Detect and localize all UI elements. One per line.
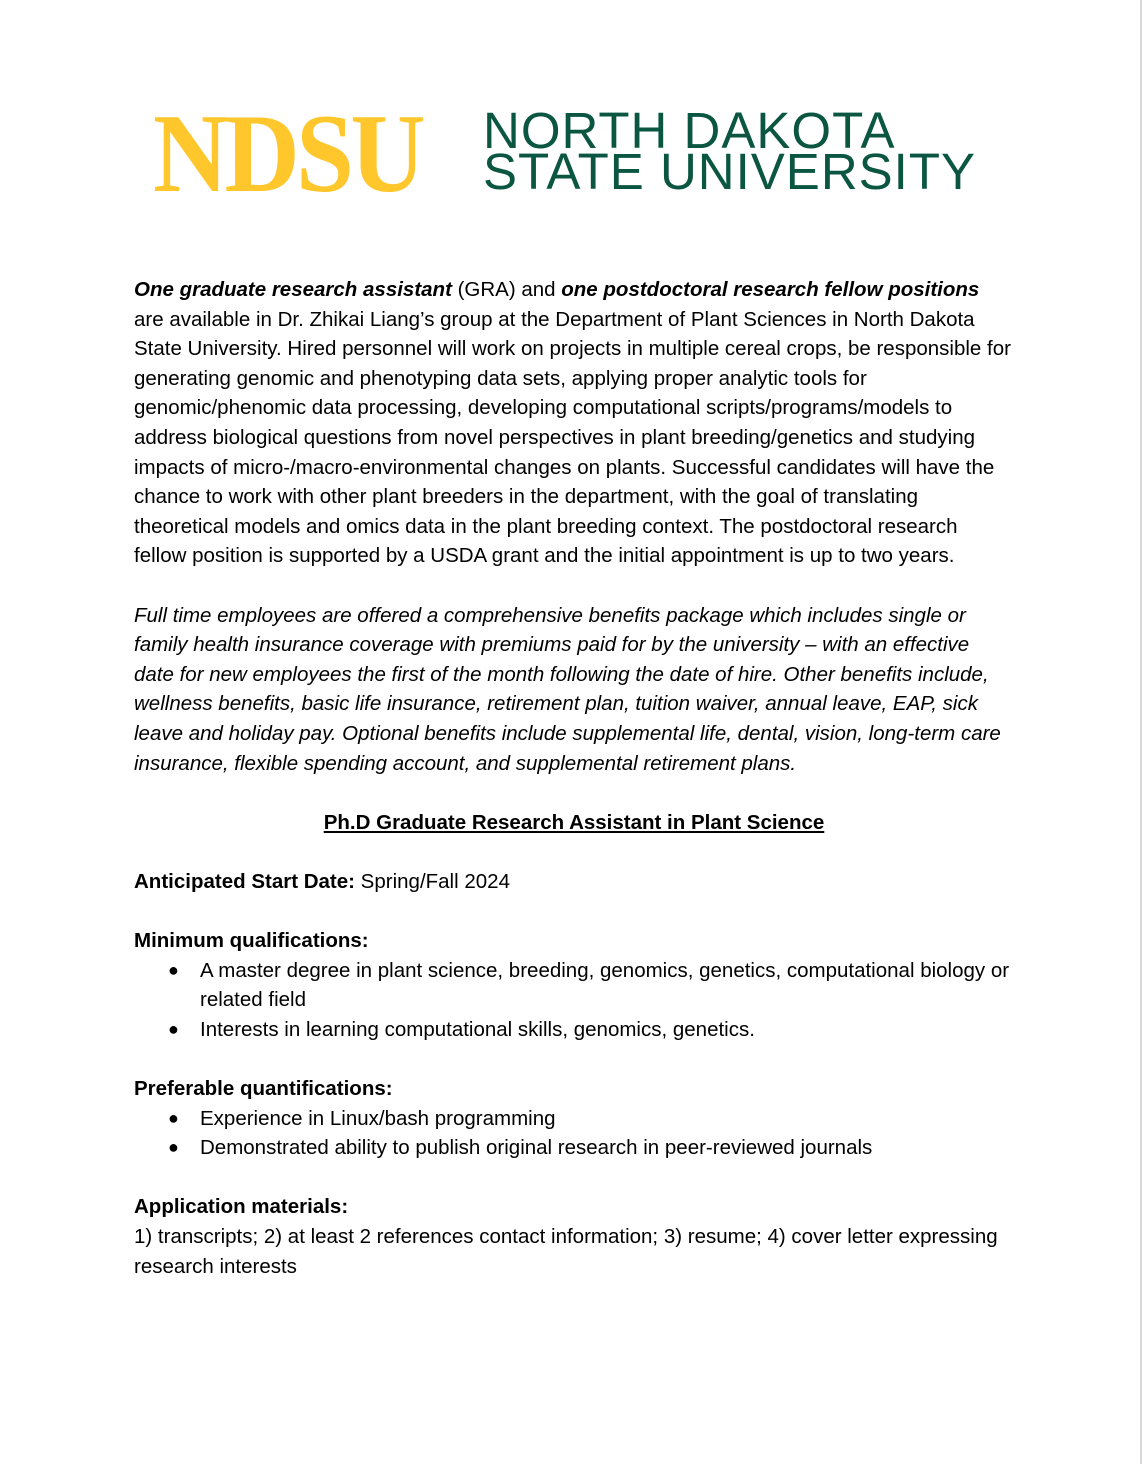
logo-mark: NDSU [153,92,422,216]
list-item [134,1015,1014,1045]
bullet-icon: ● [168,1137,179,1158]
logo-line-2: STATE UNIVERSITY [483,143,977,200]
start-date-label: Anticipated Start Date: [134,869,355,893]
preferable-qualifications-heading: Preferable quantifications: [134,1077,393,1101]
min-qualifications-list [134,956,1014,1045]
intro-paragraph [134,275,1014,571]
list-item [134,1133,1014,1163]
ndsu-logo [153,92,993,216]
section-title: Ph.D Graduate Research Assistant in Plant Science [323,810,825,834]
intro-body: are available in Dr. Zhikai Liang’s group at the Department of Plant Sciences in North Dakota State University. Hired personnel will work on projects in multiple cereal crops, be responsible for generating genomic and phenotyping data sets, applying proper analytic tools for genomic/phenomic data processing, developing computational scripts/programs/models to address biological questions from novel perspectives in plant breeding/genetics and studying impacts of micro-/macro-environmental changes on plants. Successful candidates will have the chance to work with other plant breeders in the department, with the goal of translating theoretical models and omics data in the plant breeding context. The postdoctoral research fellow position is supported by a USDA grant and the initial appointment is up to two years. [134,307,1011,568]
application-materials-heading: Application materials: [134,1195,349,1219]
spacer [134,571,1014,601]
list-item-text: Demonstrated ability to publish original research in peer-reviewed journals [200,1136,873,1160]
list-item [134,956,1014,1015]
benefits-paragraph: Full time employees are offered a comprehensive benefits package which includes single or family health insurance coverage with premiums paid for by the university – with an effective date for new employees the first of the month following the date of hire. Other benefits include, wellness benefits, basic life insurance, retirement plan, tuition waiver, annual leave, EAP, sick leave and holiday pay. Optional benefits include supplemental life, dental, vision, long-term care insurance, flexible spending account, and supplemental retirement plans. [134,603,1001,775]
spacer [134,896,1014,926]
list-item-text: Interests in learning computational skills, genomics, genetics. [200,1017,755,1041]
logo-wordmark [483,102,977,200]
start-date [134,867,1014,897]
spacer [134,1163,1014,1193]
application-materials-text: 1) transcripts; 2) at least 2 references contact information; 3) resume; 4) cover letter expressing research interests [134,1225,998,1278]
document-body [134,275,1014,1281]
list-item-text: Experience in Linux/bash programming [200,1106,556,1130]
intro-gra-abbrev: (GRA) and [451,278,562,301]
intro-postdoc-bold: one postdoctoral research fellow positions [561,278,980,301]
logo-line-1: NORTH DAKOTA [483,102,896,159]
spacer [134,837,1014,867]
start-date-value: Spring/Fall 2024 [354,869,510,893]
spacer [134,778,1014,808]
intro-gra-bold: One graduate research assistant [134,278,452,301]
preferable-qualifications-list [134,1104,1014,1163]
bullet-icon: ● [168,1018,179,1039]
list-item-text: A master degree in plant science, breeding, genomics, genetics, computational biology or related field [200,958,1010,1012]
list-item [134,1104,1014,1134]
min-qualifications-heading: Minimum qualifications: [134,929,369,953]
spacer [134,1044,1014,1074]
bullet-icon: ● [168,1107,179,1128]
bullet-icon: ● [168,959,179,980]
